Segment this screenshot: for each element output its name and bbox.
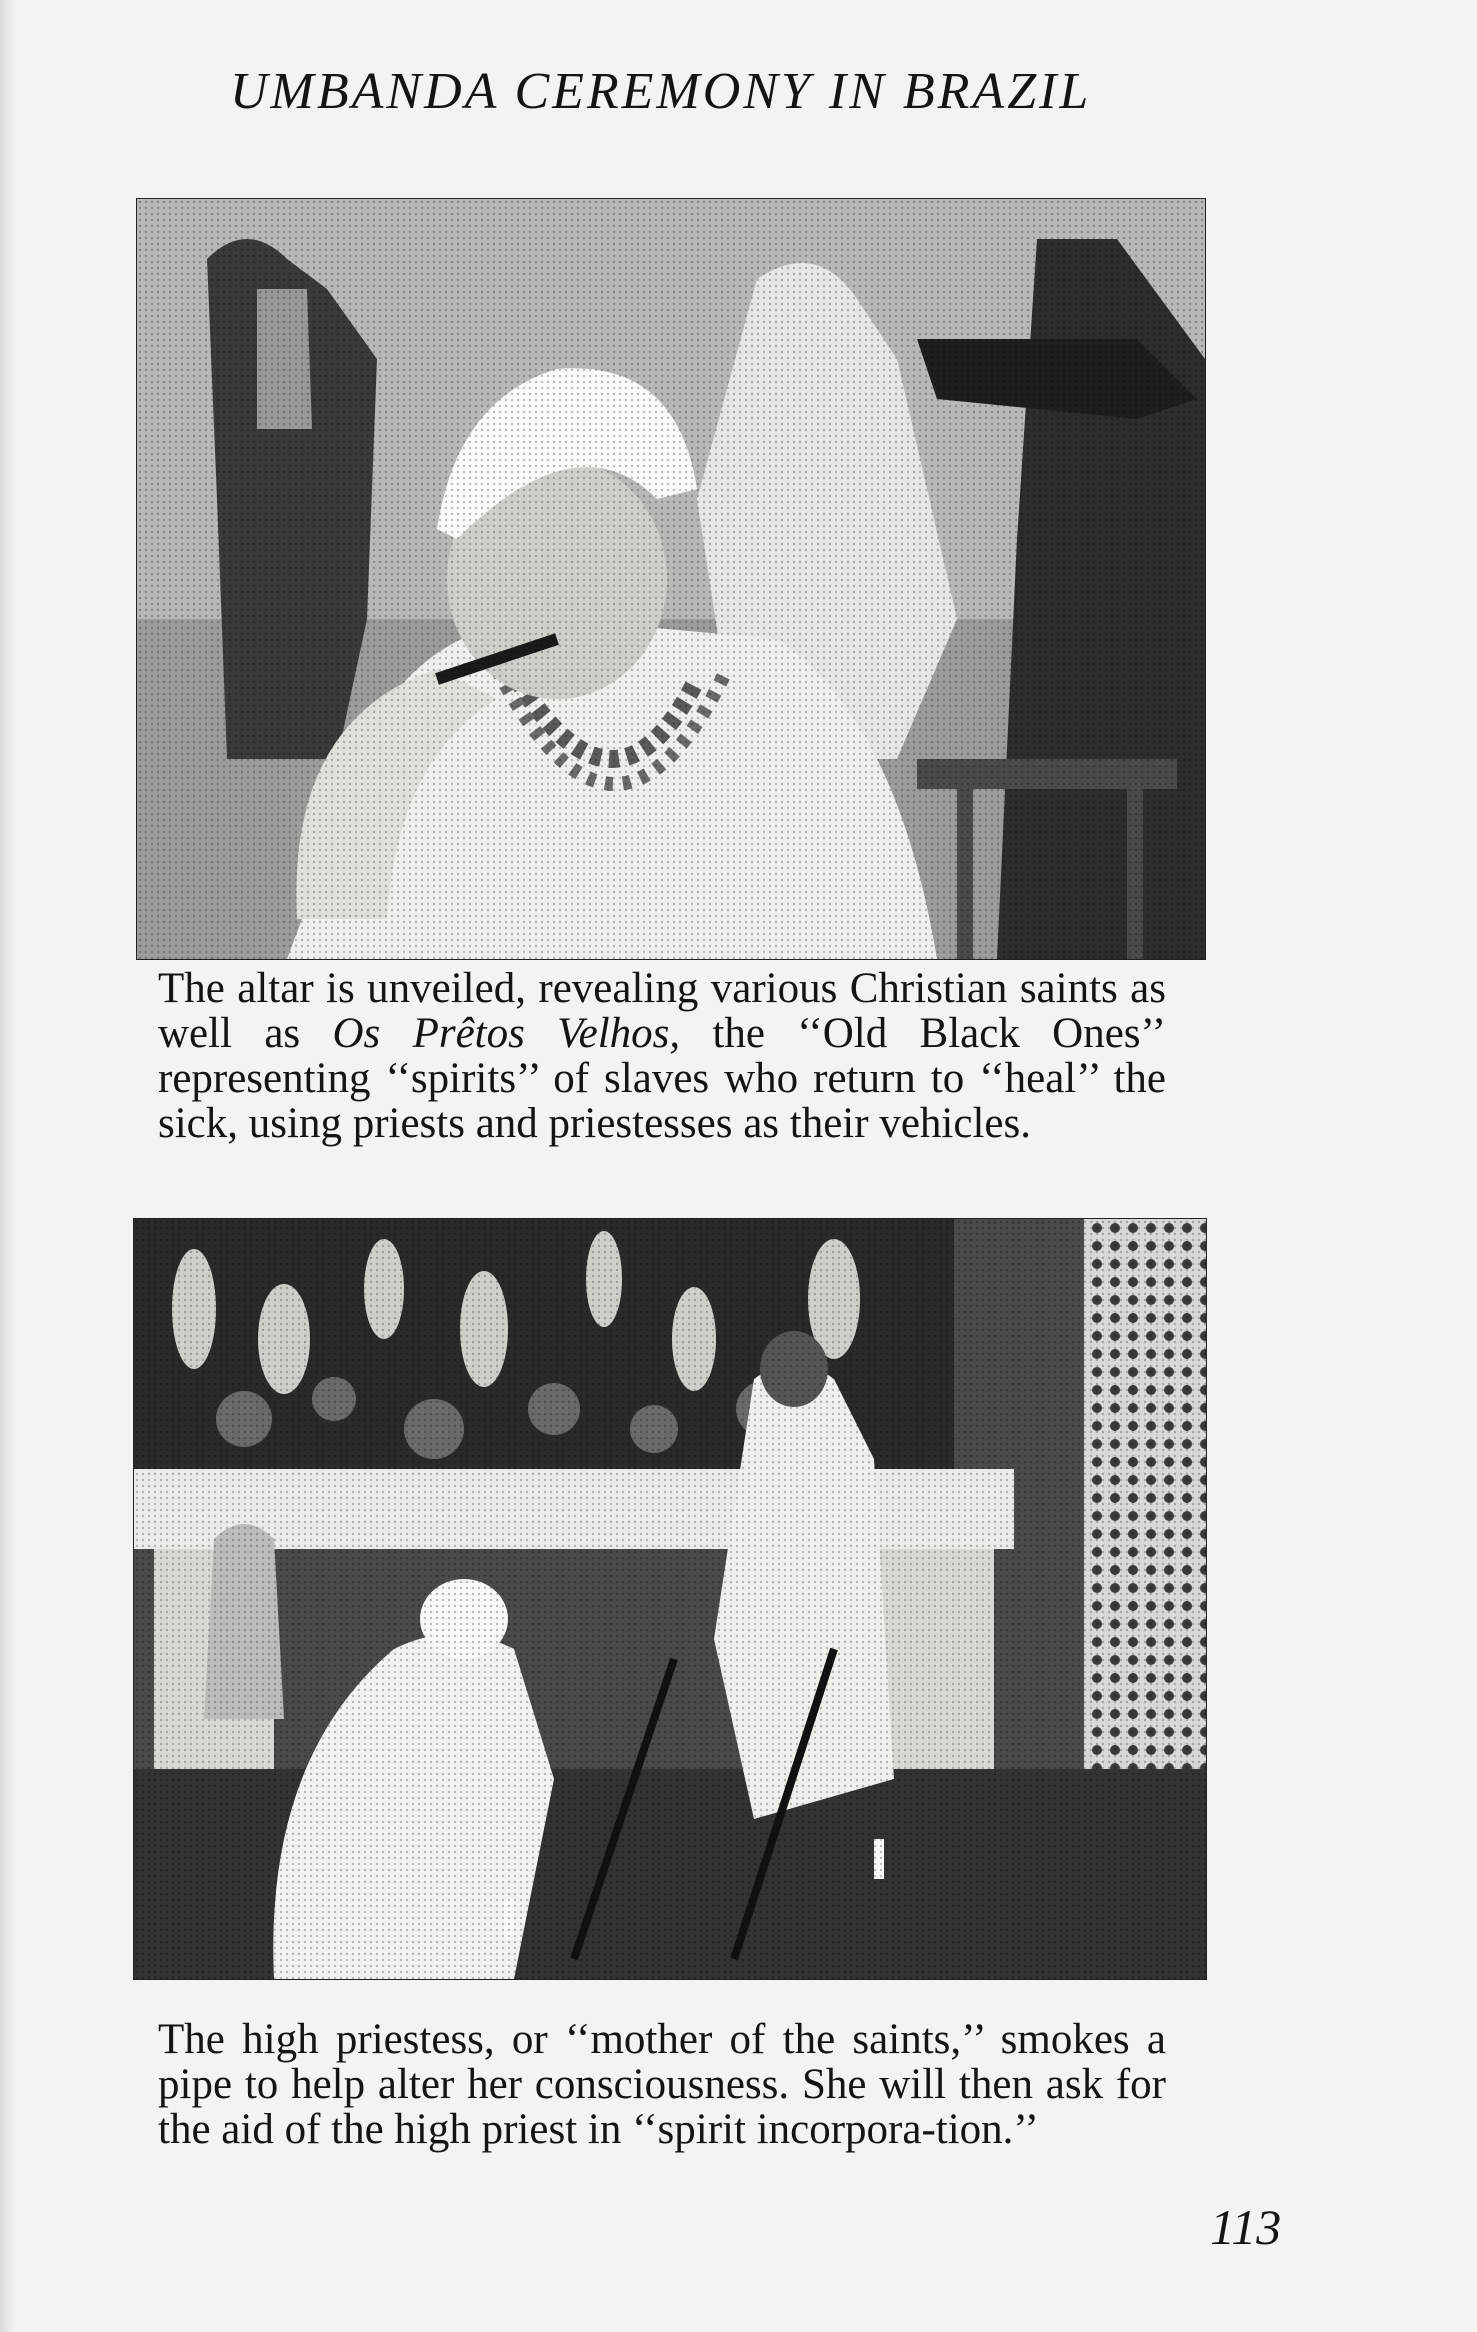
running-head: UMBANDA CEREMONY IN BRAZIL <box>230 63 1092 120</box>
page-gutter-shadow <box>0 0 14 2332</box>
caption-altar-text-2: the ‘‘Old Black Ones’’ representing ‘‘spirits’’ of slaves who return to ‘‘heal’’ the sick, using priests and priestesses as their vehicles. <box>158 1010 1166 1147</box>
caption-altar-italic-term: Os Prêtos Velhos, <box>332 1010 681 1057</box>
photo-priestess-smoking <box>136 198 1206 960</box>
photo-priestess-smoking-image <box>137 199 1205 959</box>
page-number: 113 <box>1210 2199 1282 2255</box>
photo-altar-unveiled <box>133 1218 1207 1980</box>
caption-altar-text-1: The altar is unveiled, revealing various Christian saints as well as <box>158 965 1166 1057</box>
photo-altar-unveiled-image <box>134 1219 1206 1979</box>
caption-altar-unveiled <box>158 966 1166 1146</box>
caption-high-priestess: The high priestess, or ‘‘mother of the saints,’’ smokes a pipe to help alter her consciousness. She will then ask for the aid of the high priest in ‘‘spirit incorpora-tion.’’ <box>158 2016 1166 2153</box>
